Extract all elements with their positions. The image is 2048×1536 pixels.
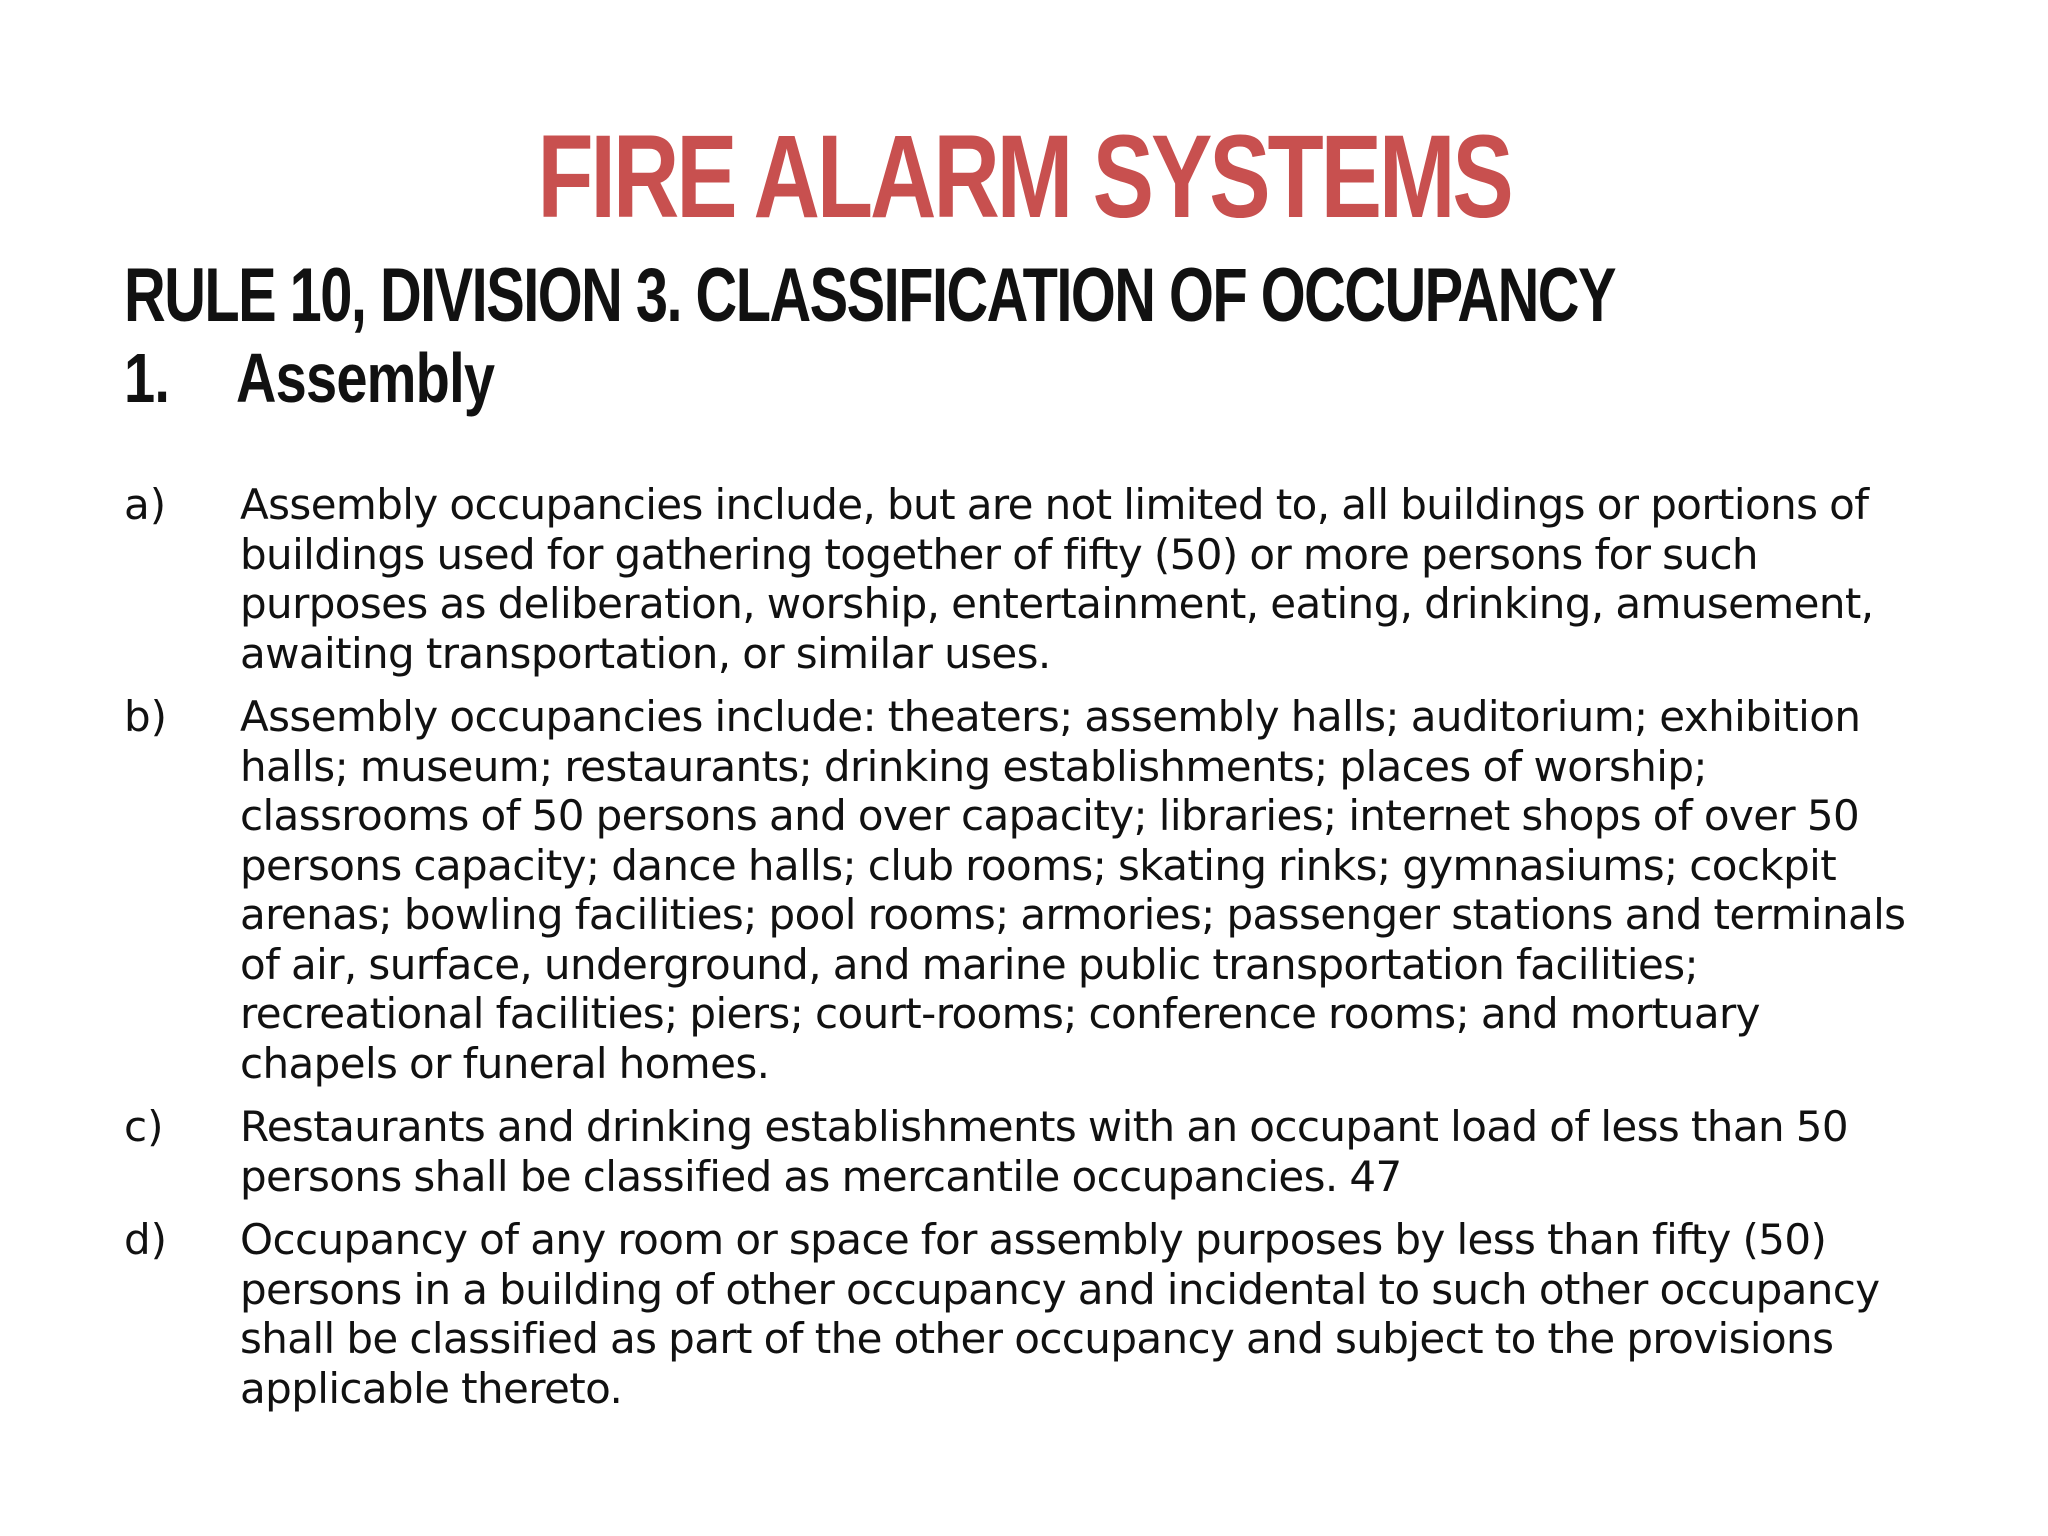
list-item-d (124, 1215, 1924, 1413)
slide-title: FIRE ALARM SYSTEMS (537, 111, 1511, 243)
list-marker: d) (124, 1215, 168, 1264)
list-item-text: Restaurants and drinking establishments with an occupant load of less than 50 persons shall be classified as mercantile occupancies. 47 (240, 1102, 1848, 1201)
list-marker: c) (124, 1102, 164, 1151)
list-marker: b) (124, 692, 168, 741)
list-item-c (124, 1102, 1924, 1201)
list-item-b (124, 692, 1924, 1088)
item-list (124, 480, 1924, 1427)
section-number: 1. (124, 339, 170, 417)
section-label: Assembly (236, 339, 495, 417)
list-item-text: Occupancy of any room or space for assembly purposes by less than fifty (50) persons in a building of other occupancy and incidental to such other occupancy shall be classified as part of the other occupancy and subject to the provisions applicable thereto. (240, 1215, 1880, 1413)
list-item-text: Assembly occupancies include, but are not limited to, all buildings or portions of buildings used for gathering together of fifty (50) or more persons for such purposes as deliberation, worship, entertainment, eating, drinking, amusement, awaiting transportation, or similar uses. (240, 480, 1874, 678)
section-heading (124, 338, 559, 418)
list-item-a (124, 480, 1924, 678)
list-marker: a) (124, 480, 167, 529)
list-item-text: Assembly occupancies include: theaters; assembly halls; auditorium; exhibition halls; museum; restaurants; drinking establishments; places of worship; classrooms of 50 persons and over capacity; libraries; internet shops of over 50 persons capacity; dance halls; club rooms; skating rinks; gymnasiums; cockpit arenas; bowling facilities; pool rooms; armories; passenger stations and terminals of air, surface, underground, and marine public transportation facilities; recreational facilities; piers; court-rooms; conference rooms; and mortuary chapels or funeral homes. (240, 692, 1906, 1088)
slide-subtitle: RULE 10, DIVISION 3. CLASSIFICATION OF OCCUPANCY (124, 253, 1615, 338)
